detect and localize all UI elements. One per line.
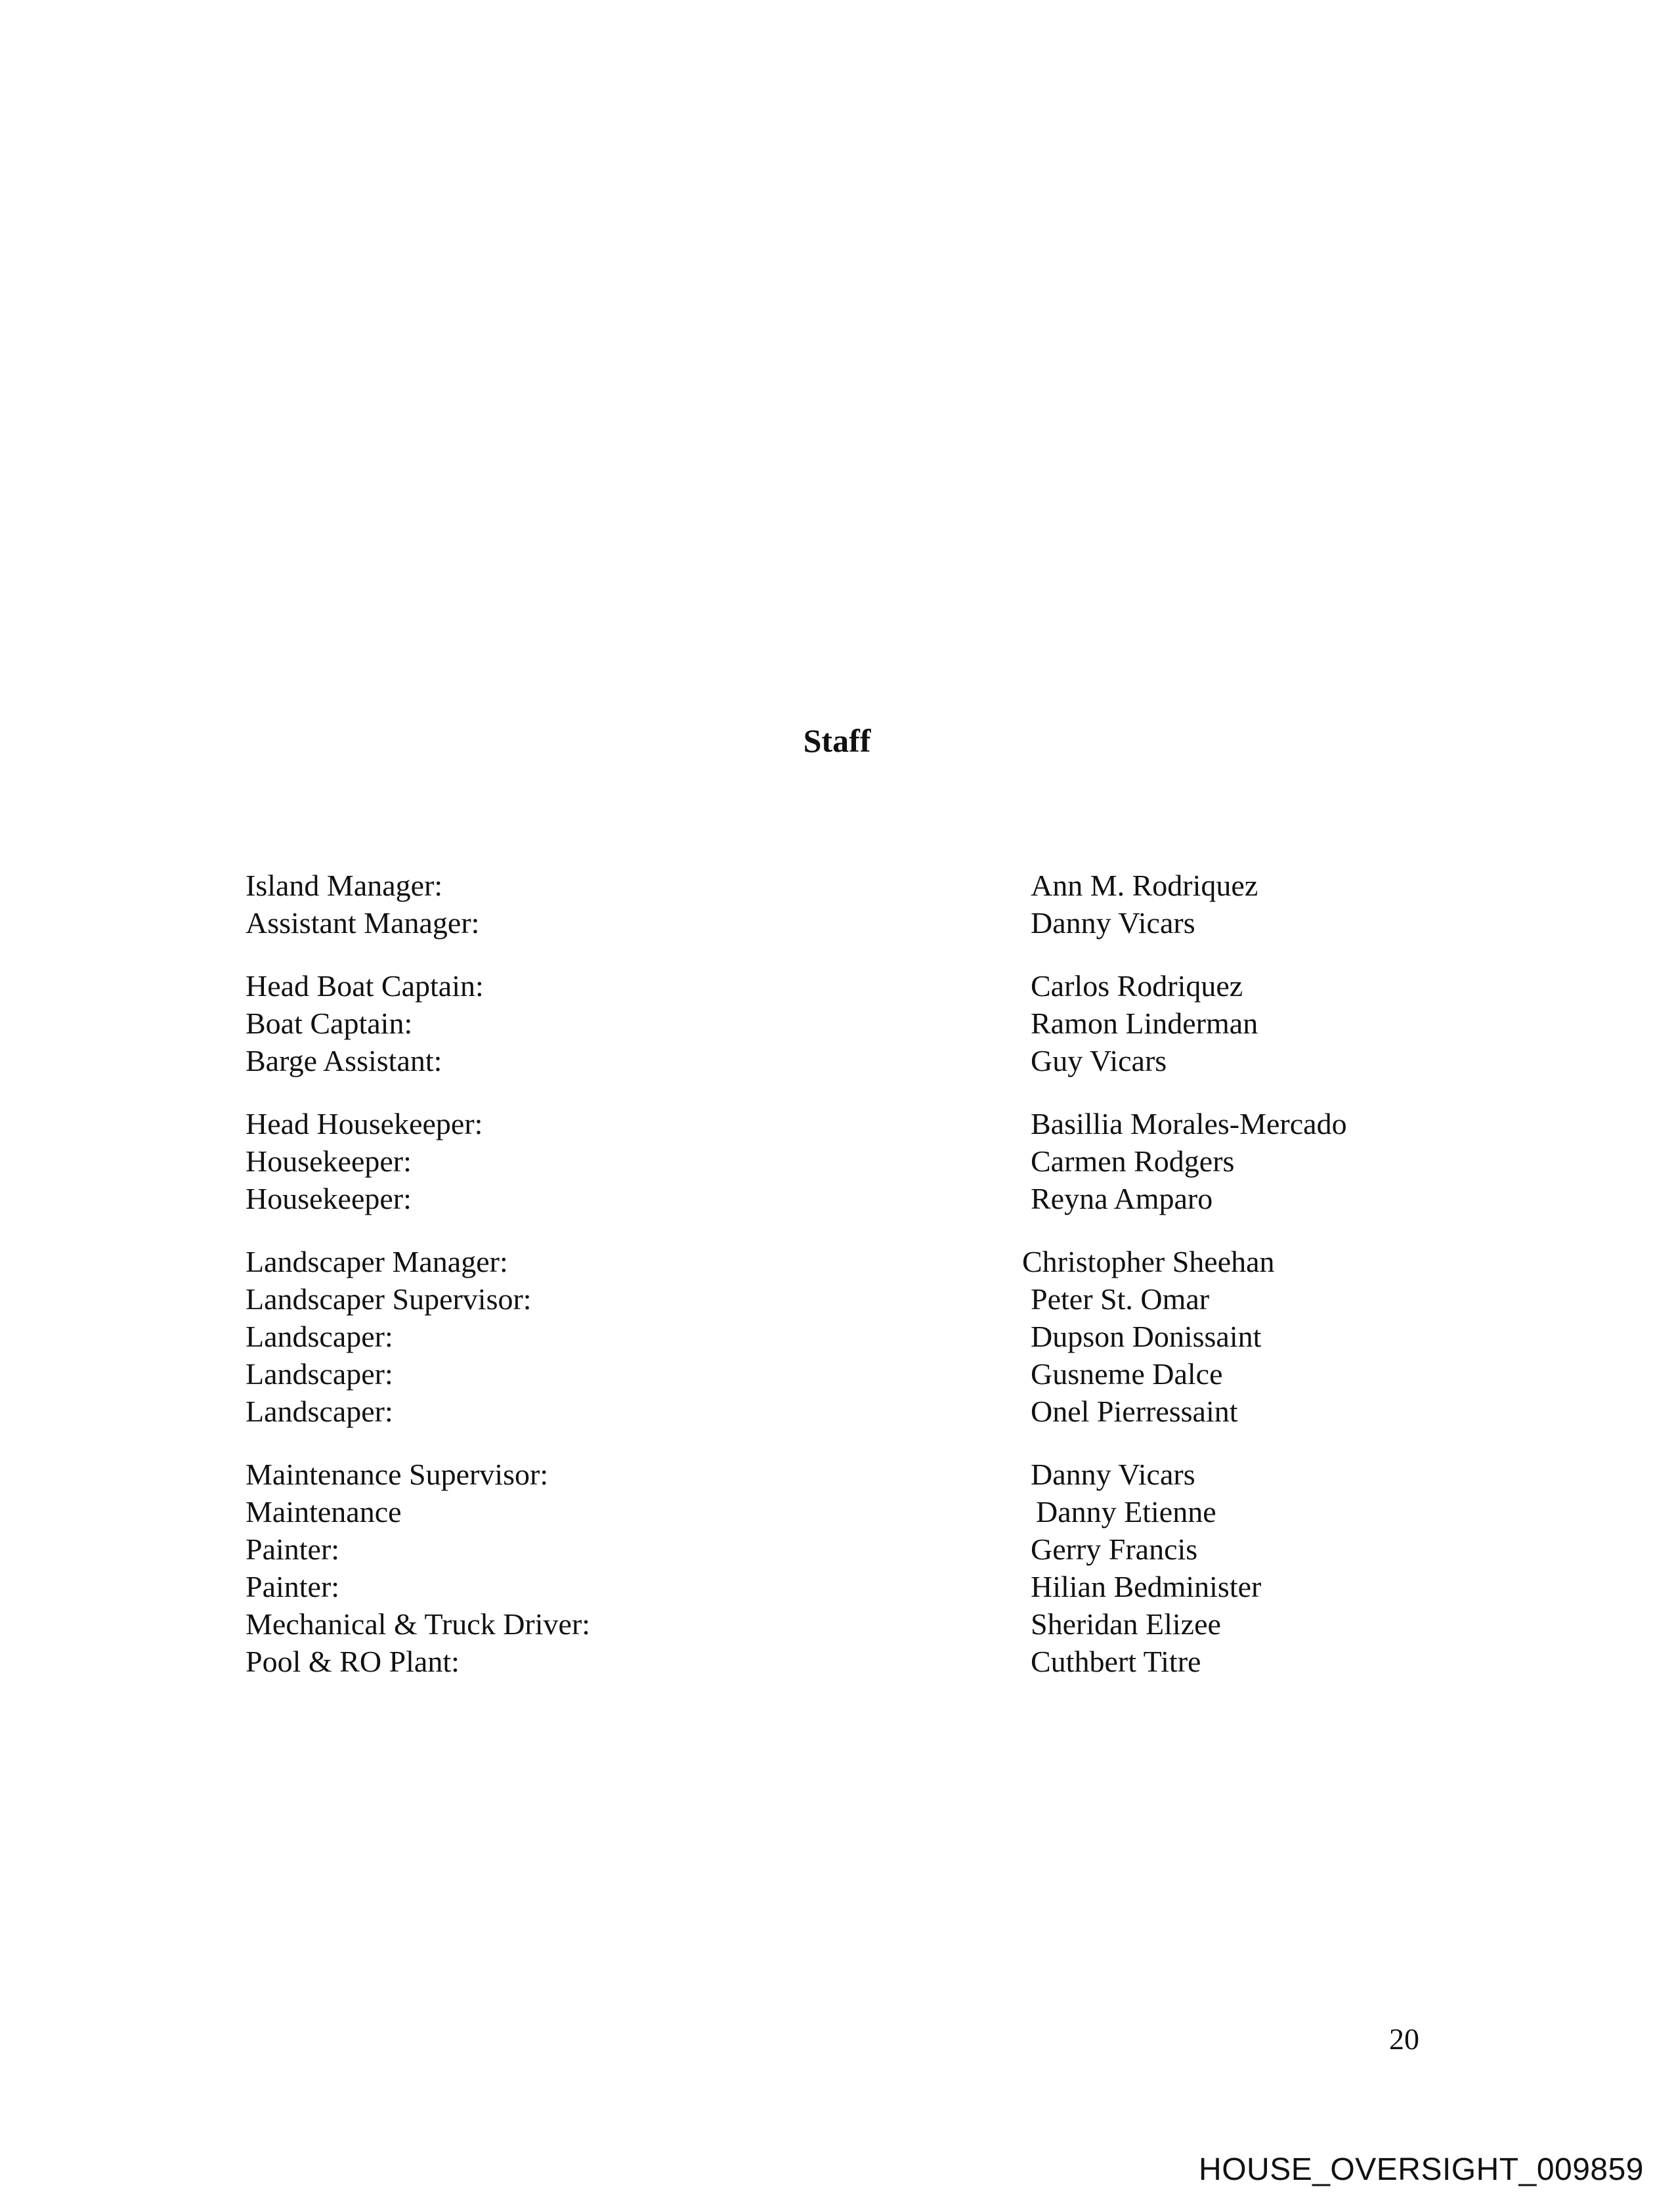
- staff-row: [0, 1605, 1674, 1643]
- staff-group-housekeeping: [0, 1105, 1674, 1217]
- staff-row: [0, 967, 1674, 1005]
- staff-role: Painter:: [246, 1570, 340, 1603]
- bates-number: HOUSE_OVERSIGHT_009859: [1199, 2152, 1644, 2187]
- staff-row: [0, 1005, 1674, 1042]
- page-number: 20: [1389, 2022, 1419, 2056]
- staff-role: Landscaper Manager:: [246, 1245, 508, 1278]
- staff-name: Christopher Sheehan: [1022, 1245, 1275, 1278]
- staff-row: [0, 1493, 1674, 1530]
- staff-role: Housekeeper:: [246, 1144, 412, 1178]
- staff-name: Peter St. Omar: [1031, 1282, 1210, 1316]
- staff-name: Danny Etienne: [1036, 1495, 1216, 1529]
- staff-group-boats: [0, 967, 1674, 1079]
- staff-name: Dupson Donissaint: [1031, 1320, 1262, 1353]
- staff-role: Island Manager:: [246, 869, 443, 902]
- staff-row: [0, 1280, 1674, 1318]
- staff-name: Reyna Amparo: [1031, 1182, 1213, 1215]
- staff-row: [0, 867, 1674, 904]
- staff-row: [0, 1318, 1674, 1355]
- staff-role: Head Boat Captain:: [246, 969, 484, 1003]
- staff-role: Barge Assistant:: [246, 1044, 442, 1077]
- staff-role: Maintenance: [246, 1495, 402, 1529]
- staff-row: [0, 1042, 1674, 1079]
- staff-name: Gerry Francis: [1031, 1532, 1198, 1566]
- staff-name: Danny Vicars: [1031, 1458, 1195, 1491]
- staff-name: Basillia Morales-Mercado: [1031, 1107, 1347, 1140]
- staff-row: [0, 1530, 1674, 1568]
- staff-name: Gusneme Dalce: [1031, 1357, 1223, 1391]
- staff-name: Ann M. Rodriquez: [1031, 869, 1258, 902]
- staff-group-landscaping: [0, 1243, 1674, 1430]
- staff-row: [0, 1180, 1674, 1217]
- staff-name: Onel Pierressaint: [1031, 1395, 1238, 1428]
- page-title: Staff: [803, 722, 871, 759]
- staff-group-management: [0, 867, 1674, 942]
- staff-role: Pool & RO Plant:: [246, 1645, 460, 1678]
- staff-name: Carmen Rodgers: [1031, 1144, 1235, 1178]
- staff-role: Assistant Manager:: [246, 906, 480, 940]
- staff-role: Painter:: [246, 1532, 340, 1566]
- staff-role: Landscaper:: [246, 1395, 393, 1428]
- staff-name: Guy Vicars: [1031, 1044, 1167, 1077]
- staff-role: Maintenance Supervisor:: [246, 1458, 549, 1491]
- staff-name: Cuthbert Titre: [1031, 1645, 1201, 1678]
- staff-role: Mechanical & Truck Driver:: [246, 1607, 591, 1641]
- staff-role: Head Housekeeper:: [246, 1107, 483, 1140]
- staff-name: Ramon Linderman: [1031, 1007, 1258, 1040]
- staff-row: [0, 1568, 1674, 1605]
- staff-row: [0, 1393, 1674, 1430]
- staff-row: [0, 1142, 1674, 1180]
- staff-role: Boat Captain:: [246, 1007, 413, 1040]
- staff-role: Landscaper:: [246, 1357, 393, 1391]
- staff-row: [0, 1243, 1674, 1280]
- staff-name: Hilian Bedminister: [1031, 1570, 1262, 1603]
- staff-name: Carlos Rodriquez: [1031, 969, 1243, 1003]
- staff-role: Housekeeper:: [246, 1182, 412, 1215]
- staff-name: Danny Vicars: [1031, 906, 1195, 940]
- staff-role: Landscaper:: [246, 1320, 393, 1353]
- staff-row: [0, 1355, 1674, 1393]
- staff-row: [0, 1456, 1674, 1493]
- staff-role: Landscaper Supervisor:: [246, 1282, 532, 1316]
- staff-row: [0, 1105, 1674, 1142]
- staff-row: [0, 904, 1674, 942]
- staff-row: [0, 1643, 1674, 1680]
- staff-name: Sheridan Elizee: [1031, 1607, 1221, 1641]
- staff-group-maintenance: [0, 1456, 1674, 1680]
- staff-list: [0, 867, 1674, 1706]
